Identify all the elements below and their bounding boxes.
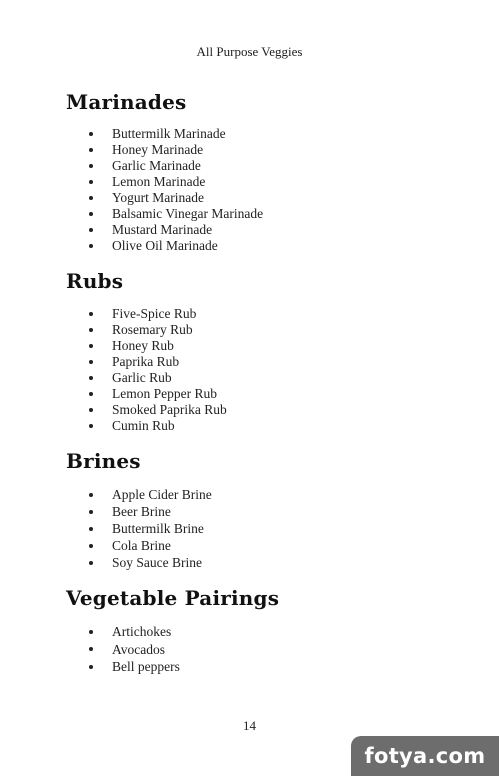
list-item: Smoked Paprika Rub [66,402,466,418]
list-item: Artichokes [66,623,466,641]
list-item: Bell peppers [66,658,466,676]
vegetable-pairings-list [66,623,466,676]
list-item: Buttermilk Marinade [66,126,466,142]
brines-list [66,486,466,571]
running-header: All Purpose Veggies [196,44,303,59]
list-item: Soy Sauce Brine [66,554,466,571]
watermark-logo: fotya.com [351,736,499,776]
list-item: Garlic Marinade [66,158,466,174]
section-heading-vegetable-pairings: Vegetable Pairings [66,586,280,610]
list-item: Olive Oil Marinade [66,238,466,254]
section-rubs [66,269,466,434]
list-item: Honey Marinade [66,142,466,158]
section-brines [66,449,466,571]
list-item: Buttermilk Brine [66,520,466,537]
list-item: Honey Rub [66,338,466,354]
list-item: Balsamic Vinegar Marinade [66,206,466,222]
section-vegetable-pairings [66,586,466,676]
page-number: 14 [243,718,256,733]
section-heading-rubs: Rubs [66,269,124,293]
list-item: Beer Brine [66,503,466,520]
section-heading-marinades: Marinades [66,90,187,114]
marinades-list [66,126,466,254]
list-item: Paprika Rub [66,354,466,370]
rubs-list [66,306,466,434]
list-item: Yogurt Marinade [66,190,466,206]
list-item: Mustard Marinade [66,222,466,238]
list-item: Cola Brine [66,537,466,554]
list-item: Garlic Rub [66,370,466,386]
list-item: Rosemary Rub [66,322,466,338]
section-marinades [66,90,466,254]
list-item: Apple Cider Brine [66,486,466,503]
list-item: Five-Spice Rub [66,306,466,322]
list-item: Cumin Rub [66,418,466,434]
list-item: Lemon Pepper Rub [66,386,466,402]
list-item: Lemon Marinade [66,174,466,190]
section-heading-brines: Brines [66,449,141,473]
list-item: Avocados [66,641,466,659]
